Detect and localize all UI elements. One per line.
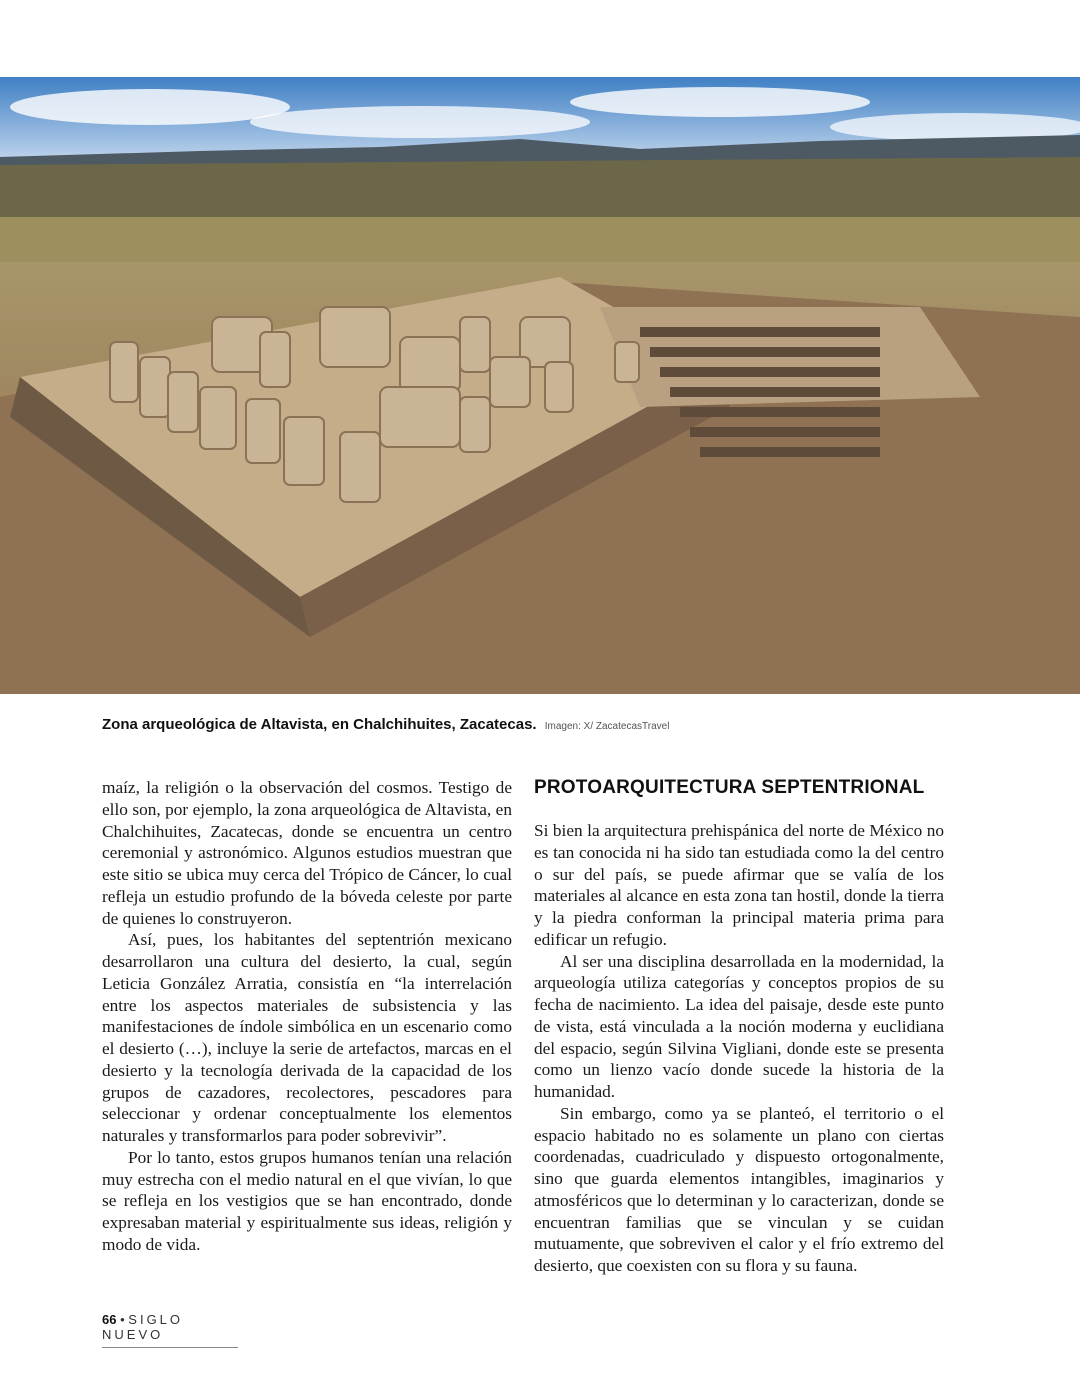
section-heading: PROTOARQUITECTURA SEPTENTRIONAL [534,777,925,798]
left-paragraph-1: maíz, la religión o la observación del cosmos. Testigo de ello son, por ejemplo, la zona arqueológica de Altavista, en Chalchihuites, Zacatecas, donde se encuentra un centro ceremonial y astronómico. Algunos estudios muestran que este sitio se ubica muy cerca del Trópico de Cáncer, lo cual refleja un estudio profundo de la bóveda celeste por parte de quienes lo construyeron. [102,778,512,928]
magazine-name: SIGLO NUEVO [102,1312,184,1342]
caption-title: Zona arqueológica de Altavista, en Chalchihuites, Zacatecas. [102,716,537,733]
page-footer [102,1312,238,1348]
altavista-ruins-illustration [0,77,1080,694]
photo-caption [102,714,982,738]
footer-separator: • [120,1312,125,1327]
right-paragraph-1: Si bien la arquitectura prehispánica del norte de México no es tan conocida ni ha sido tan estudiada como la del centro o sur del país, se puede afirmar que se valía de los materiales al alcance en esta zona tan hostil, donde la tierra y la piedra conforman la principal materia prima para edificar un refugio. [534,821,944,949]
archaeological-site-photo [0,77,1080,694]
left-column [102,777,512,1256]
page-number: 66 [102,1312,117,1327]
right-column [534,777,944,1277]
right-paragraph-2: Al ser una disciplina desarrollada en la modernidad, la arqueología utiliza categorías y conceptos propios de su fecha de nacimiento. La idea del paisaje, desde este punto de vista, está vinculada a la noción moderna y euclidiana del espacio, según Silvina Vigliani, donde este se presenta como un lienzo vacío donde sucede la historia de la humanidad. [534,951,944,1101]
left-paragraph-3: Por lo tanto, estos grupos humanos tenían una relación muy estrecha con el medio natural en el que vivían, lo que se refleja en los vestigios que se han encontrado, donde expresaban material y espiritualmente sus ideas, religión y modo de vida. [102,1147,512,1254]
left-paragraph-2: Así, pues, los habitantes del septentrión mexicano desarrollaron una cultura del desierto, la cual, según Leticia González Arratia, consistía en “la interrelación entre los aspectos materiales de subsistencia y las manifestaciones de índole simbólica en un escenario como el desierto (…), incluye la serie de artefactos, marcas en el desierto y la tecnología derivada de la capacidad de los grupos de cazadores, recolectores, pescadores para seleccionar y ordenar conceptualmente los elementos naturales y transformarlos para poder sobrevivir”. [102,930,512,1145]
right-paragraph-3: Sin embargo, como ya se planteó, el territorio o el espacio habitado no es solamente un plano con ciertas coordenadas, cuadriculado y dispuesto ortogonalmente, sino que guarda elementos intangibles, imaginarios y atmosféricos que lo determinan y lo caracterizan, donde se encuentran familias que se vinculan y se cuidan mutuamente, que sobreviven el calor y el frío extremo del desierto, que coexisten con su flora y su fauna. [534,1103,944,1275]
caption-credit: Imagen: X/ ZacatecasTravel [544,721,670,732]
